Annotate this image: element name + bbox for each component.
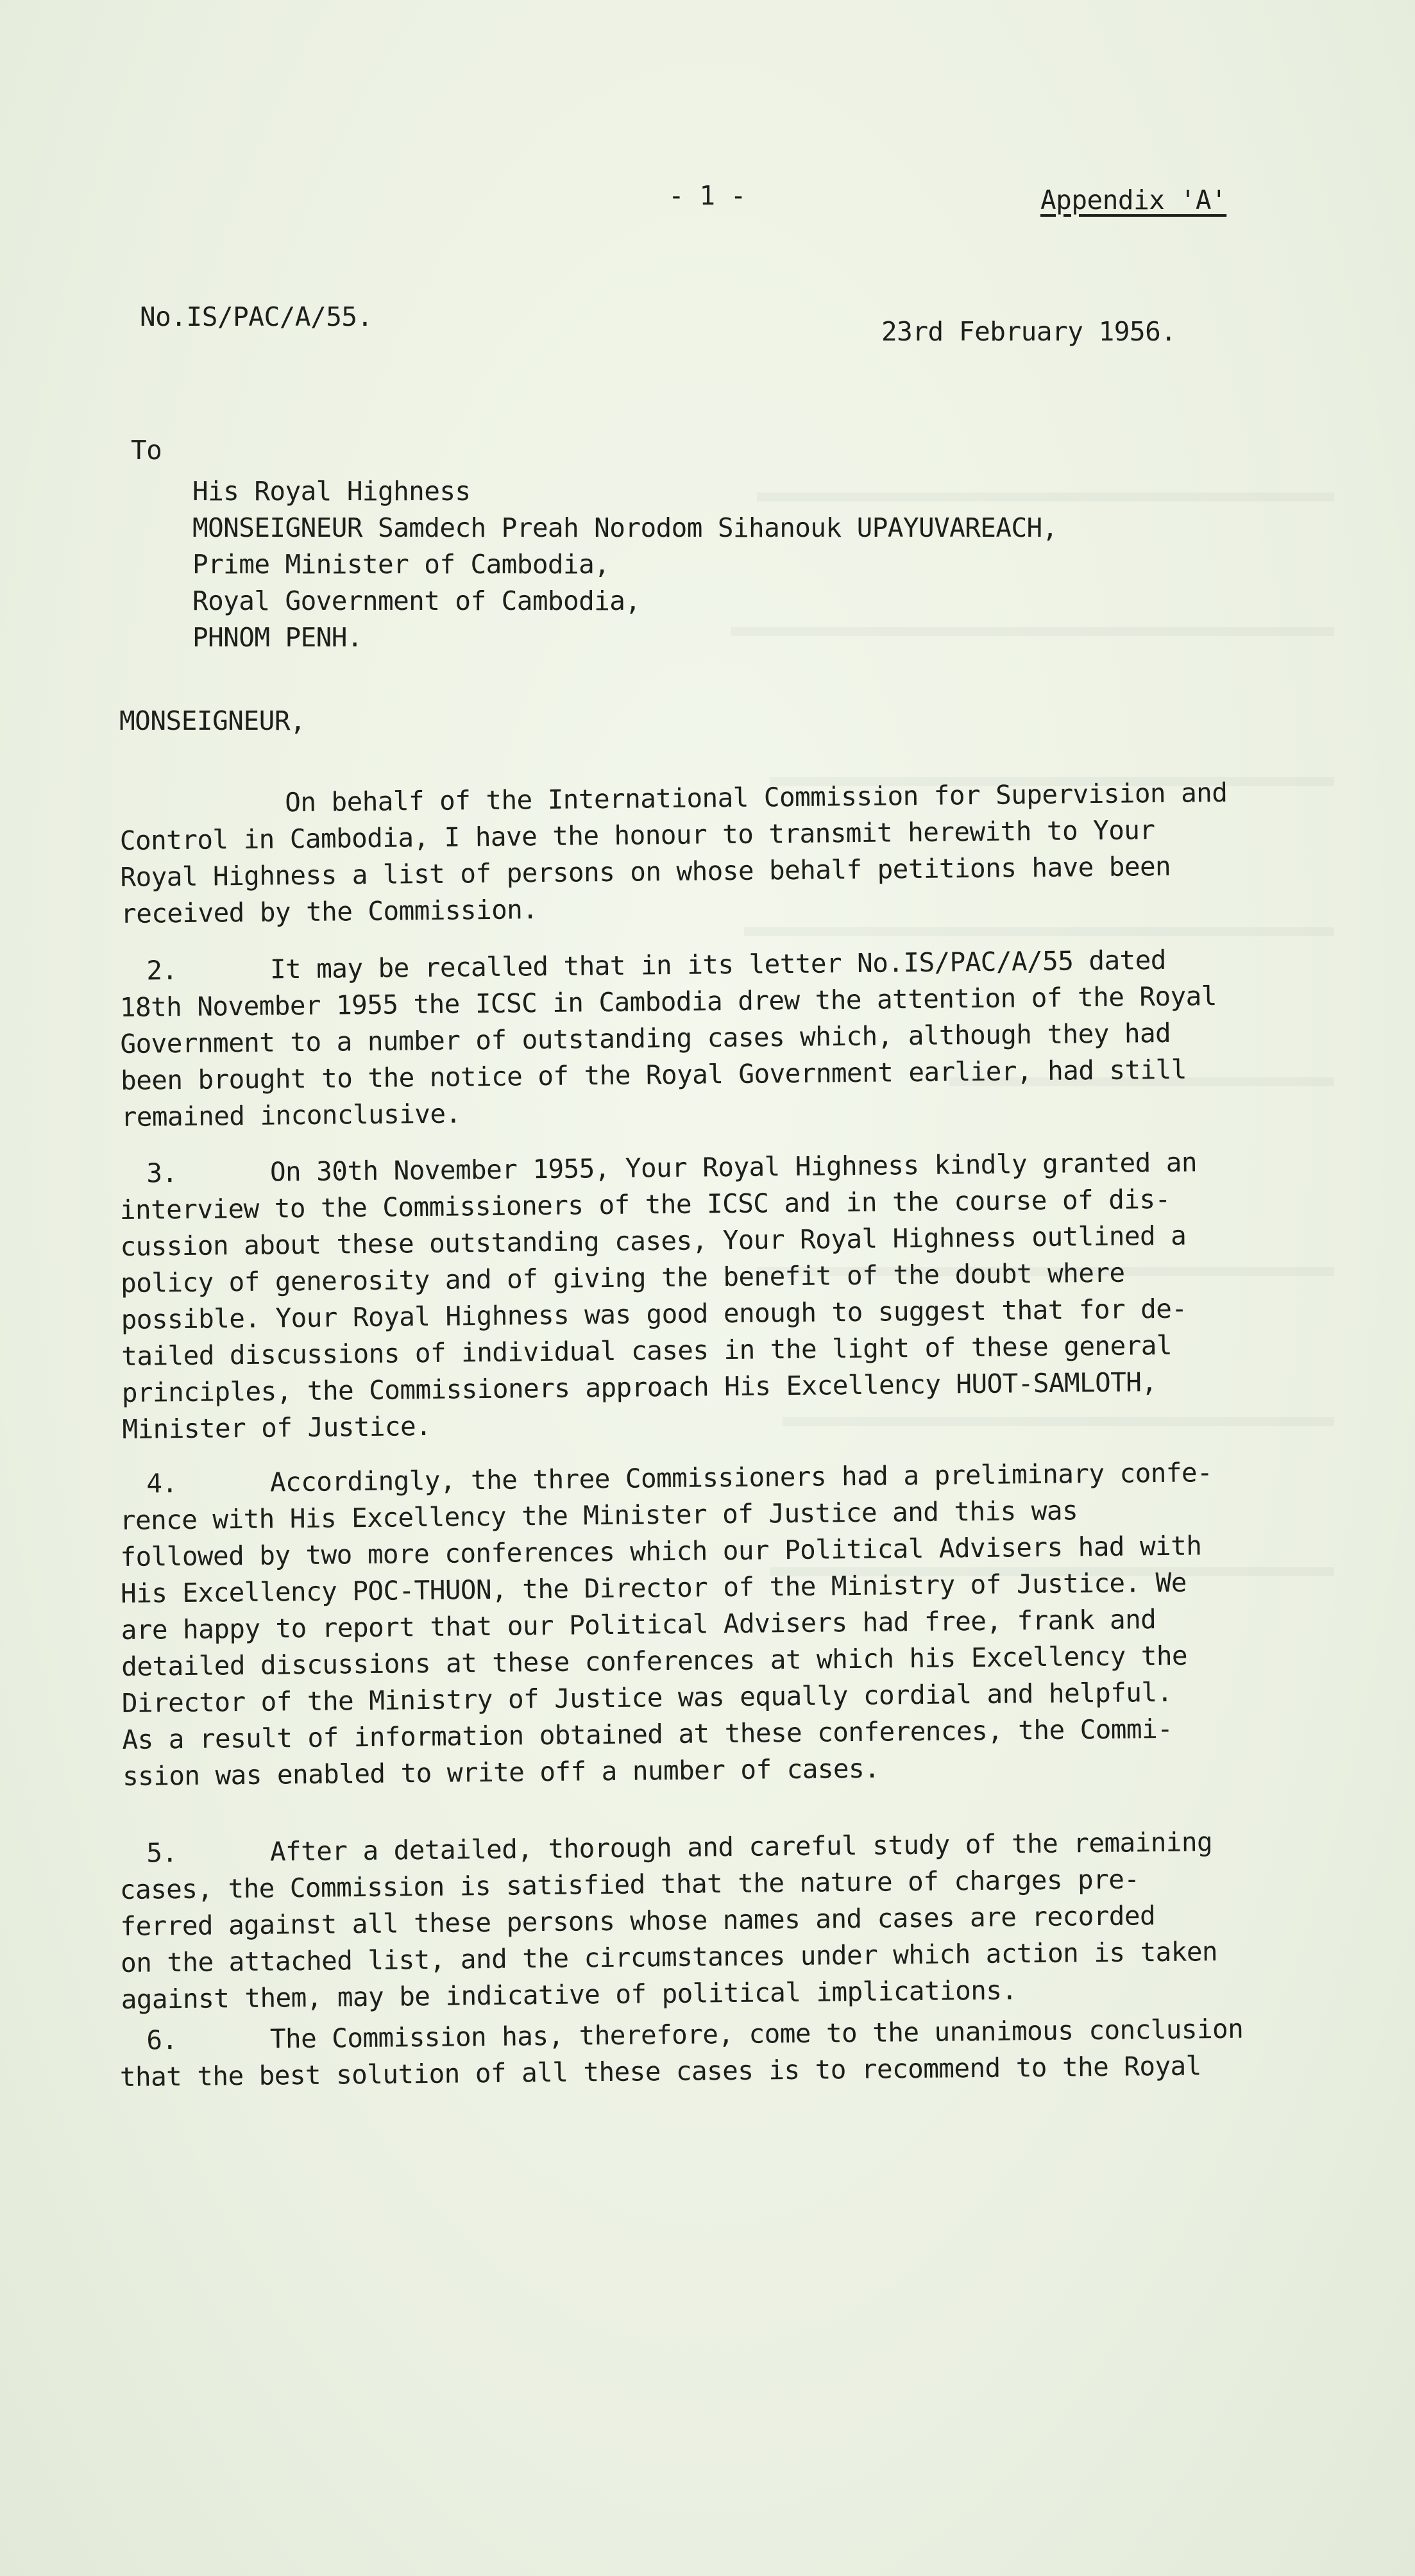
paragraph-line: Royal Highness a list of persons on whose behalf petitions have been [120, 850, 1171, 893]
paragraph-line: 6. The Commission has, therefore, come to the unanimous conclusion [146, 2013, 1244, 2056]
paragraph-4 [119, 1454, 1216, 1795]
addressee-to: To [131, 435, 162, 466]
appendix-label: Appendix 'A' [1040, 185, 1227, 215]
addressee-line: Prime Minister of Cambodia, [192, 549, 610, 580]
paragraph-line: against them, may be indicative of political implications. [121, 1974, 1017, 2015]
paragraph-line: policy of generosity and of giving the benefit of the doubt where [120, 1257, 1125, 1299]
paragraph-line: 4. Accordingly, the three Commissioners had a preliminary confe- [146, 1457, 1213, 1499]
paragraph-line: remained inconclusive. [121, 1098, 461, 1132]
paragraph-line: Minister of Justice. [122, 1410, 432, 1445]
paragraph-line: 5. After a detailed, thorough and careful study of the remaining [146, 1826, 1213, 1869]
addressee-line: His Royal Highness [192, 476, 471, 507]
paragraph-line: Government to a number of outstanding cases which, although they had [120, 1017, 1171, 1059]
paragraph-line: Director of the Ministry of Justice was equally cordial and helpful. [121, 1676, 1173, 1719]
paragraph-line: ferred against all these persons whose names and cases are recorded [120, 1900, 1156, 1942]
paragraph-line: been brought to the notice of the Royal Government earlier, had still [120, 1054, 1187, 1096]
paragraph-3 [119, 1144, 1199, 1448]
reference-number: No.IS/PAC/A/55. [140, 301, 373, 332]
addressee-block [192, 473, 1058, 656]
page-number: - 1 - [668, 180, 746, 211]
addressee-line: MONSEIGNEUR Samdech Preah Norodom Sihanouk UPAYUVAREACH, [192, 512, 1058, 543]
paragraph-6 [119, 2011, 1244, 2096]
paragraph-5 [119, 1824, 1218, 2018]
paragraph-line: tailed discussions of individual cases in the light of these general [121, 1329, 1173, 1372]
paragraph-line: ssion was enabled to write off a number of cases. [122, 1753, 880, 1792]
paragraph-line: are happy to report that our Political Advisers had free, frank and [121, 1604, 1157, 1646]
paragraph-2 [119, 941, 1218, 1136]
paragraph-line: 2. It may be recalled that in its letter No.IS/PAC/A/55 dated [146, 944, 1167, 986]
paragraph-line: detailed discussions at these conferences at which his Excellency the [121, 1640, 1188, 1682]
paragraph-line: interview to the Commissioners of the ICSC and in the course of dis- [119, 1183, 1171, 1225]
paragraph-line: on the attached list, and the circumstances under which action is taken [120, 1936, 1218, 1978]
paragraph-line: On behalf of the International Commission for Supervision and [285, 777, 1228, 818]
paragraph-line: cussion about these outstanding cases, Your Royal Highness outlined a [120, 1220, 1187, 1262]
addressee-line: Royal Government of Cambodia, [192, 585, 641, 616]
paragraph-line: principles, the Commissioners approach His Excellency HUOT-SAMLOTH, [121, 1367, 1157, 1408]
addressee-line: PHNOM PENH. [192, 622, 362, 653]
paragraph-line: As a result of information obtained at these conferences, the Commi- [122, 1713, 1173, 1755]
paragraph-line: 18th November 1955 the ICSC in Cambodia drew the attention of the Royal [119, 981, 1217, 1023]
paragraph-line: rence with His Excellency the Minister of Justice and this was [119, 1495, 1078, 1536]
letter-date: 23rd February 1956. [881, 316, 1176, 347]
paragraph-line: 3. On 30th November 1955, Your Royal Highness kindly granted an [146, 1147, 1198, 1189]
paragraph-line: Control in Cambodia, I have the honour to transmit herewith to Your [119, 814, 1155, 856]
paragraph-line: His Excellency POC-THUON, the Director of the Ministry of Justice. We [120, 1567, 1187, 1609]
paragraph-line: followed by two more conferences which our Political Advisers had with [120, 1530, 1202, 1572]
salutation: MONSEIGNEUR, [119, 705, 306, 736]
paragraph-line: cases, the Commission is satisfied that the nature of charges pre- [119, 1864, 1140, 1905]
paragraph-1 [119, 775, 1228, 932]
paragraph-line: possible. Your Royal Highness was good enough to suggest that for de- [121, 1293, 1187, 1335]
paragraph-line: that the best solution of all these cases is to recommend to the Royal [119, 2050, 1201, 2092]
paragraph-line: received by the Commission. [120, 894, 538, 929]
